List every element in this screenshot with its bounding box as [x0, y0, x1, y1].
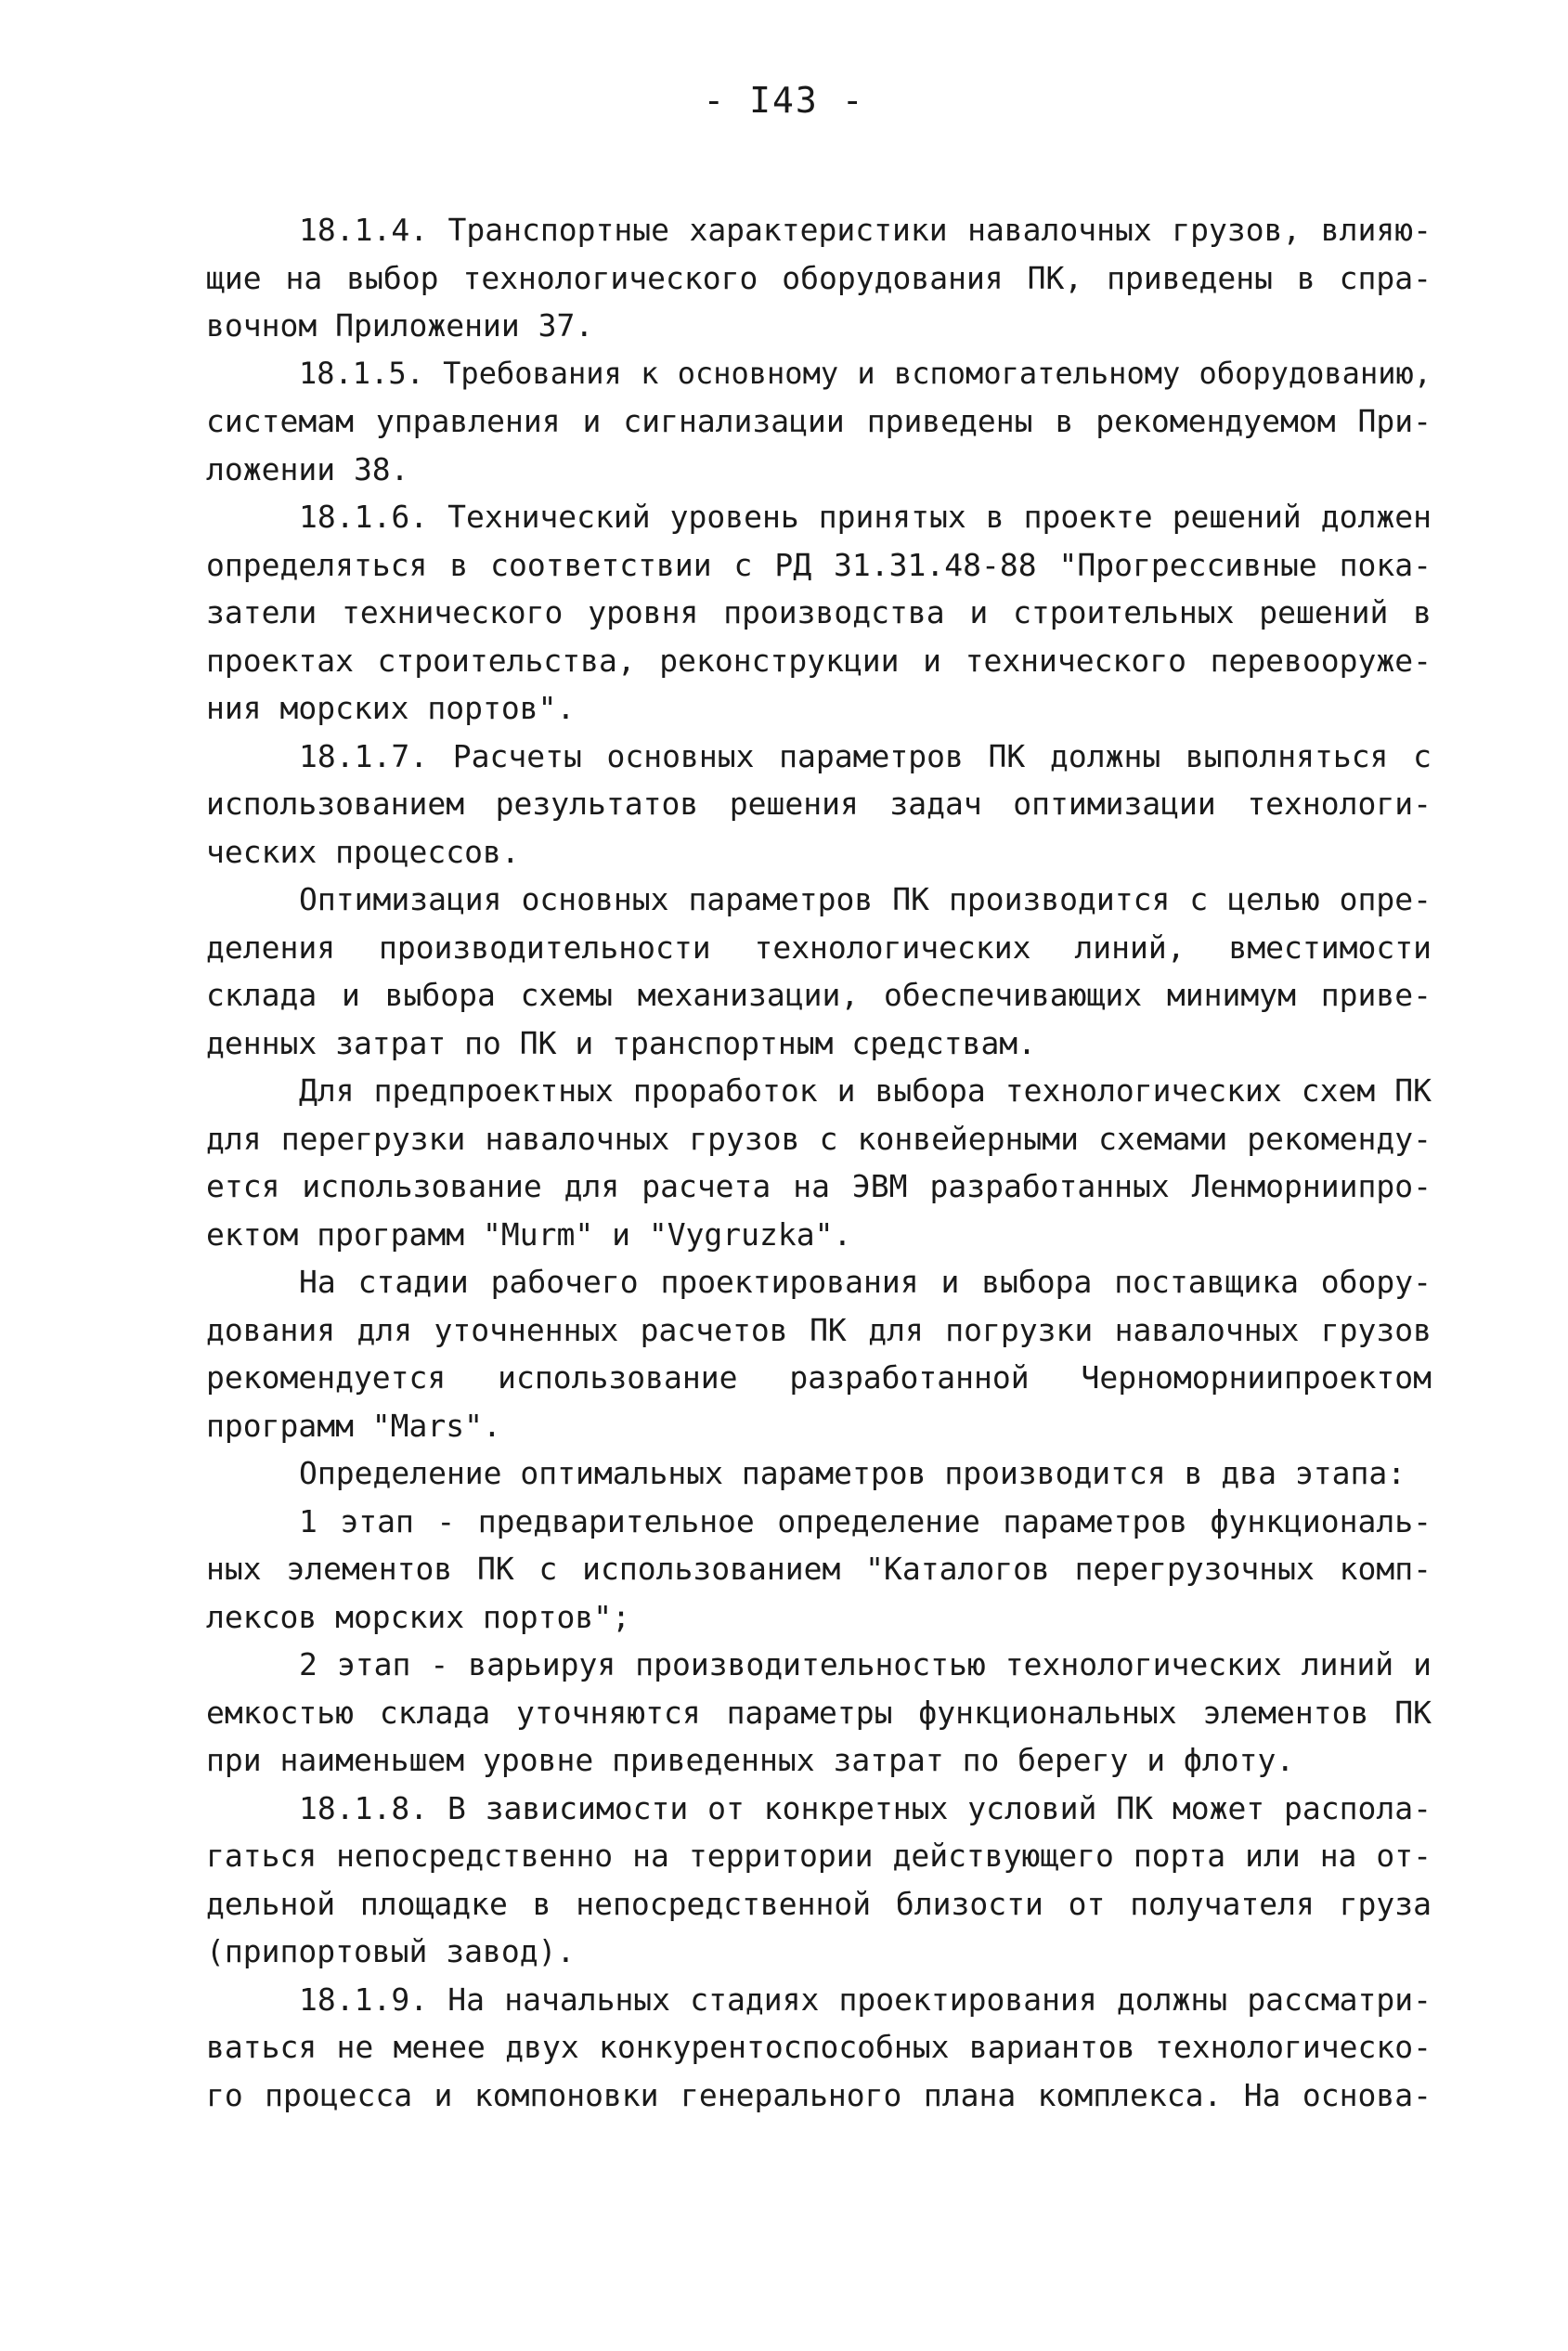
text-line: ваться не менее двух конкурентоспособных вариантов технологическо- [206, 2029, 1432, 2065]
paragraph [206, 206, 1432, 350]
text-line: Оптимизация основных параметров ПК производится с целью опре- [299, 881, 1432, 917]
text-line: ектом программ "Murm" и "Vygruzka". [206, 1215, 852, 1253]
paragraph [206, 1258, 1432, 1449]
paragraph [206, 350, 1432, 494]
paragraph [206, 1498, 1432, 1642]
text-line: вочном Приложении 37. [206, 307, 594, 344]
text-line: склада и выбора схемы механизации, обеспечивающих минимум приве- [206, 977, 1432, 1013]
text-line: использованием результатов решения задач оптимизации технологи- [206, 786, 1432, 822]
text-line: проектах строительства, реконструкции и технического перевооруже- [206, 642, 1432, 679]
text-line: ческих процессов. [206, 833, 520, 870]
text-line: (припортовый завод). [206, 1933, 576, 1969]
text-line: Определение оптимальных параметров производится в два этапа: [299, 1455, 1406, 1491]
text-line: затели технического уровня производства и строительных решений в [206, 594, 1432, 630]
text-line: Для предпроектных проработок и выбора технологических схем ПК [299, 1072, 1432, 1109]
text-line: дования для уточненных расчетов ПК для погрузки навалочных грузов [206, 1311, 1432, 1348]
text-line: гаться непосредственно на территории действующего порта или на от- [206, 1838, 1432, 1874]
paragraph [206, 1067, 1432, 1258]
text-line: На стадии рабочего проектирования и выбора поставщика обору- [299, 1264, 1432, 1300]
text-line: щие на выбор технологического оборудования ПК, приведены в спра- [206, 259, 1432, 296]
text-line: го процесса и компоновки генерального плана комплекса. На основа- [206, 2076, 1432, 2113]
text-line: ложении 38. [206, 450, 409, 487]
text-line: 2 этап - варьируя производительностью технологических линий и [299, 1646, 1432, 1682]
text-line: 18.1.8. В зависимости от конкретных условий ПК может распола- [299, 1789, 1432, 1826]
text-line: при наименьшем уровне приведенных затрат по берегу и флоту. [206, 1742, 1295, 1778]
text-line: лексов морских портов"; [206, 1598, 630, 1635]
text-line: деления производительности технологических линий, вместимости [206, 929, 1432, 966]
text-line: 18.1.6. Технический уровень принятых в проекте решений должен [299, 499, 1432, 535]
text-line: 18.1.9. На начальных стадиях проектирования должны рассматри- [299, 1981, 1432, 2018]
paragraph [206, 876, 1432, 1067]
text-line: ется использование для расчета на ЭВМ разработанных Ленморниипро- [206, 1168, 1432, 1204]
text-line: ния морских портов". [206, 690, 576, 726]
paragraph [206, 1785, 1432, 1976]
text-line: дельной площадке в непосредственной близости от получателя груза [206, 1885, 1432, 1922]
text-line: емкостью склада уточняются параметры функциональных элементов ПК [206, 1694, 1432, 1731]
paragraph [206, 1449, 1432, 1498]
text-line: определяться в соответствии с РД 31.31.48-88 "Прогрессивные пока- [206, 546, 1432, 583]
text-line: для перегрузки навалочных грузов с конвейерными схемами рекоменду- [206, 1120, 1432, 1157]
text-line: 1 этап - предварительное определение параметров функциональ- [299, 1502, 1432, 1539]
paragraph [206, 1641, 1432, 1785]
text-line: системам управления и сигнализации приведены в рекомендуемом При- [206, 403, 1432, 439]
text-line: 18.1.7. Расчеты основных параметров ПК должны выполняться с [299, 737, 1432, 774]
text-line: программ "Mars". [206, 1407, 501, 1444]
paragraph [206, 493, 1432, 733]
document-body [206, 206, 1432, 2119]
page-number: - I43 - [703, 80, 865, 121]
text-line: 18.1.5. Требования к основному и вспомогательному оборудованию, [299, 355, 1432, 391]
text-line: ных элементов ПК с использованием "Каталогов перегрузочных комп- [206, 1551, 1432, 1587]
text-line: 18.1.4. Транспортные характеристики навалочных грузов, влияю- [299, 212, 1432, 248]
paragraph [206, 1976, 1432, 2120]
text-line: рекомендуется использование разработанной Черноморниипроектом [206, 1359, 1432, 1396]
paragraph [206, 733, 1432, 877]
text-line: денных затрат по ПК и транспортным средствам. [206, 1024, 1037, 1061]
